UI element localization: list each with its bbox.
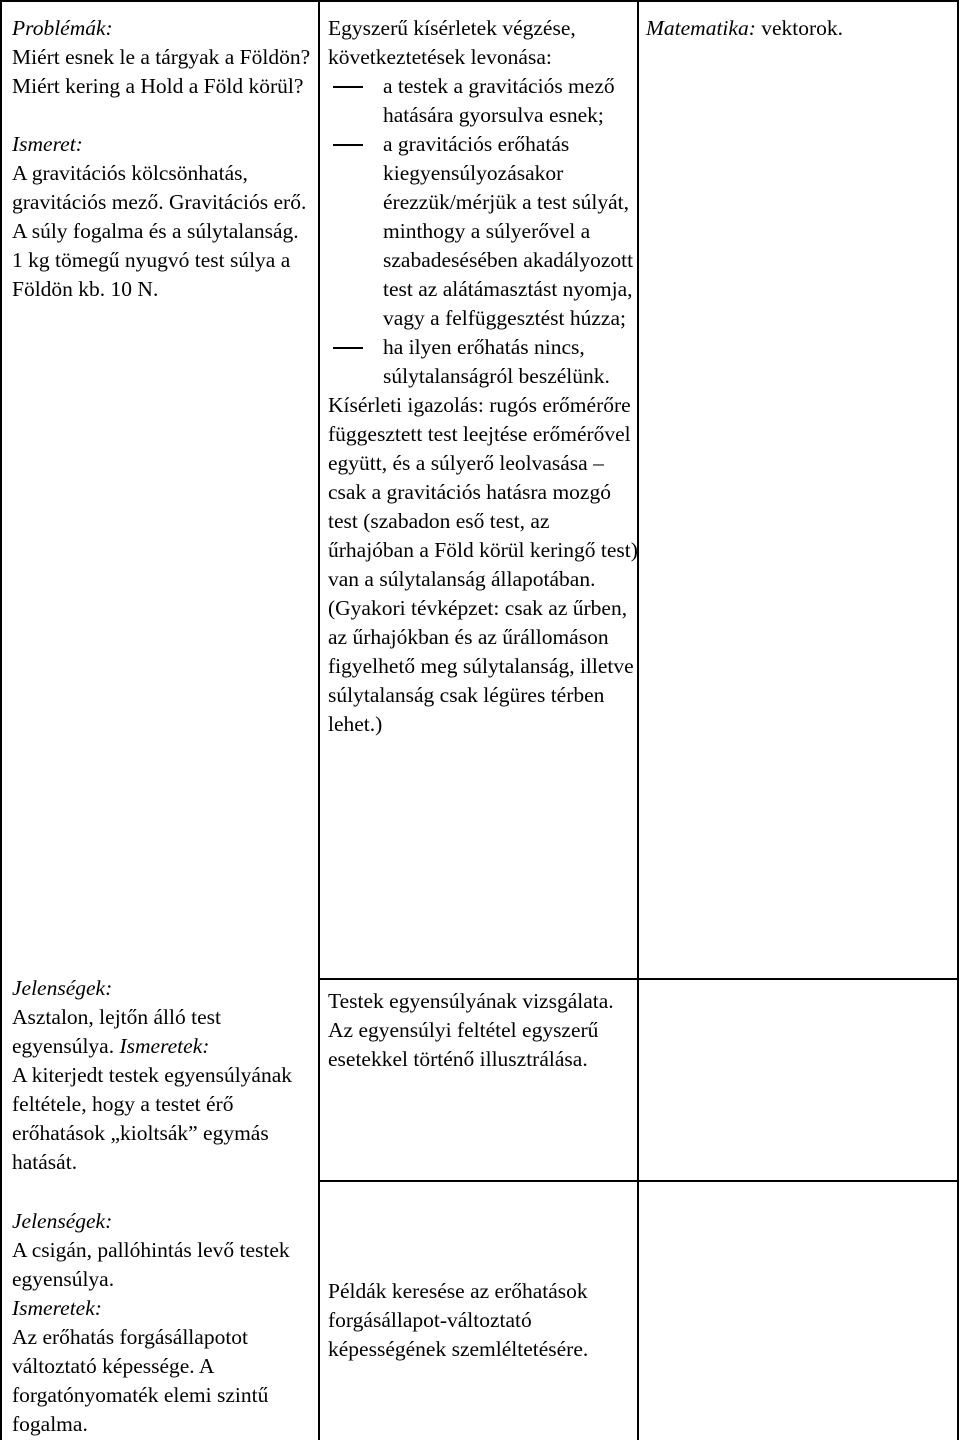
dash-item-text: ha ilyen erőhatás nincs, súlytalanságról beszélünk. bbox=[383, 335, 610, 388]
dash-bullet bbox=[333, 86, 363, 88]
row2-col2-cell bbox=[328, 987, 638, 1074]
ismeretek-text: A kiterjedt testek egyensúlyának feltétele, hogy a testet érő erőhatások „kioltsák” egymás hatását. bbox=[12, 1063, 293, 1174]
dash-bullet bbox=[333, 144, 363, 146]
jelensegek-label: Jelenségek: bbox=[12, 976, 113, 1000]
row-divider-2 bbox=[318, 1180, 959, 1182]
row-divider-1 bbox=[318, 978, 959, 980]
table-border-left bbox=[0, 0, 2, 1440]
ismeret-line-2: A súly fogalma és a súlytalanság. bbox=[12, 219, 299, 243]
spacer bbox=[12, 101, 317, 130]
problemak-label: Problémák: bbox=[12, 16, 113, 40]
row1-col1-cell bbox=[12, 14, 317, 304]
row3-col2-cell bbox=[328, 1277, 638, 1364]
ismeret-label: Ismeret: bbox=[12, 132, 83, 156]
jelensegek-label: Jelenségek: bbox=[12, 1209, 113, 1233]
subject-topic: vektorok. bbox=[761, 16, 844, 40]
row2-col1-cell bbox=[12, 974, 317, 1177]
dash-item bbox=[328, 72, 638, 130]
dash-item-text: a gravitációs erőhatás kiegyensúlyozásakor érezzük/mérjük a test súlyát, minthogy a súlyerővel a szabadesésében akadályozott test az alátámasztást nyomja, vagy a felfüggesztést húzza; bbox=[383, 132, 634, 330]
ismeretek-label: Ismeretek: bbox=[12, 1296, 102, 1320]
table-border-right bbox=[957, 0, 959, 1440]
verification-paragraph: Kísérleti igazolás: rugós erőmérőre függesztett test leejtése erőmérővel együtt, és a súlyerő leolvasása – csak a gravitációs hatásra mozgó test (szabadon eső test, az űrhajóban a Föld körül keringő test) van a súlytalanság állapotában. bbox=[328, 393, 638, 591]
ismeret-line-1: A gravitációs kölcsönhatás, gravitációs mező. Gravitációs erő. bbox=[12, 161, 307, 214]
ismeretek-text: Az erőhatás forgásállapotot változtató képessége. A forgatónyomaték elemi szintű fogalma. bbox=[12, 1325, 269, 1436]
row1-col3-cell bbox=[646, 14, 956, 43]
equilibrium-study: Testek egyensúlyának vizsgálata. bbox=[328, 989, 614, 1013]
crosscurricular-note bbox=[646, 14, 956, 43]
table-border-top bbox=[0, 0, 959, 2]
torque-examples: Példák keresése az erőhatások forgásállapot-változtató képességének szemléltetésére. bbox=[328, 1279, 589, 1361]
dash-item-text: a testek a gravitációs mező hatására gyorsulva esnek; bbox=[383, 74, 615, 127]
jelensegek-text: A csigán, pallóhintás levő testek egyensúlya. bbox=[12, 1238, 290, 1291]
ismeret-line-3: 1 kg tömegű nyugvó test súlya a Földön kb. 10 N. bbox=[12, 248, 291, 301]
misconception-paragraph: (Gyakori tévképzet: csak az űrben, az űrhajókban és az űrállomáson figyelhető meg súlytalanság, illetve súlytalanság csak légüres térben lehet.) bbox=[328, 596, 634, 736]
column-divider-1 bbox=[318, 0, 320, 1440]
dash-bullet bbox=[333, 347, 363, 349]
dash-item bbox=[328, 333, 638, 391]
experiments-intro: Egyszerű kísérletek végzése, következtetések levonása: bbox=[328, 16, 576, 69]
row3-col1-cell bbox=[12, 1207, 317, 1439]
jelensegek-text-value: Asztalon, lejtőn álló test egyensúlya. bbox=[12, 1005, 221, 1058]
problemak-text: Miért esnek le a tárgyak a Földön? Miért kering a Hold a Föld körül? bbox=[12, 45, 311, 98]
experiments-dash-list bbox=[328, 72, 638, 391]
ismeretek-label: Ismeretek: bbox=[119, 1034, 210, 1058]
subject-label: Matematika: bbox=[646, 16, 756, 40]
equilibrium-illustration: Az egyensúlyi feltétel egyszerű esetekkel történő illusztrálása. bbox=[328, 1018, 599, 1071]
jelensegek-text bbox=[12, 1003, 317, 1061]
dash-item bbox=[328, 130, 638, 333]
row1-col2-cell bbox=[328, 14, 638, 739]
